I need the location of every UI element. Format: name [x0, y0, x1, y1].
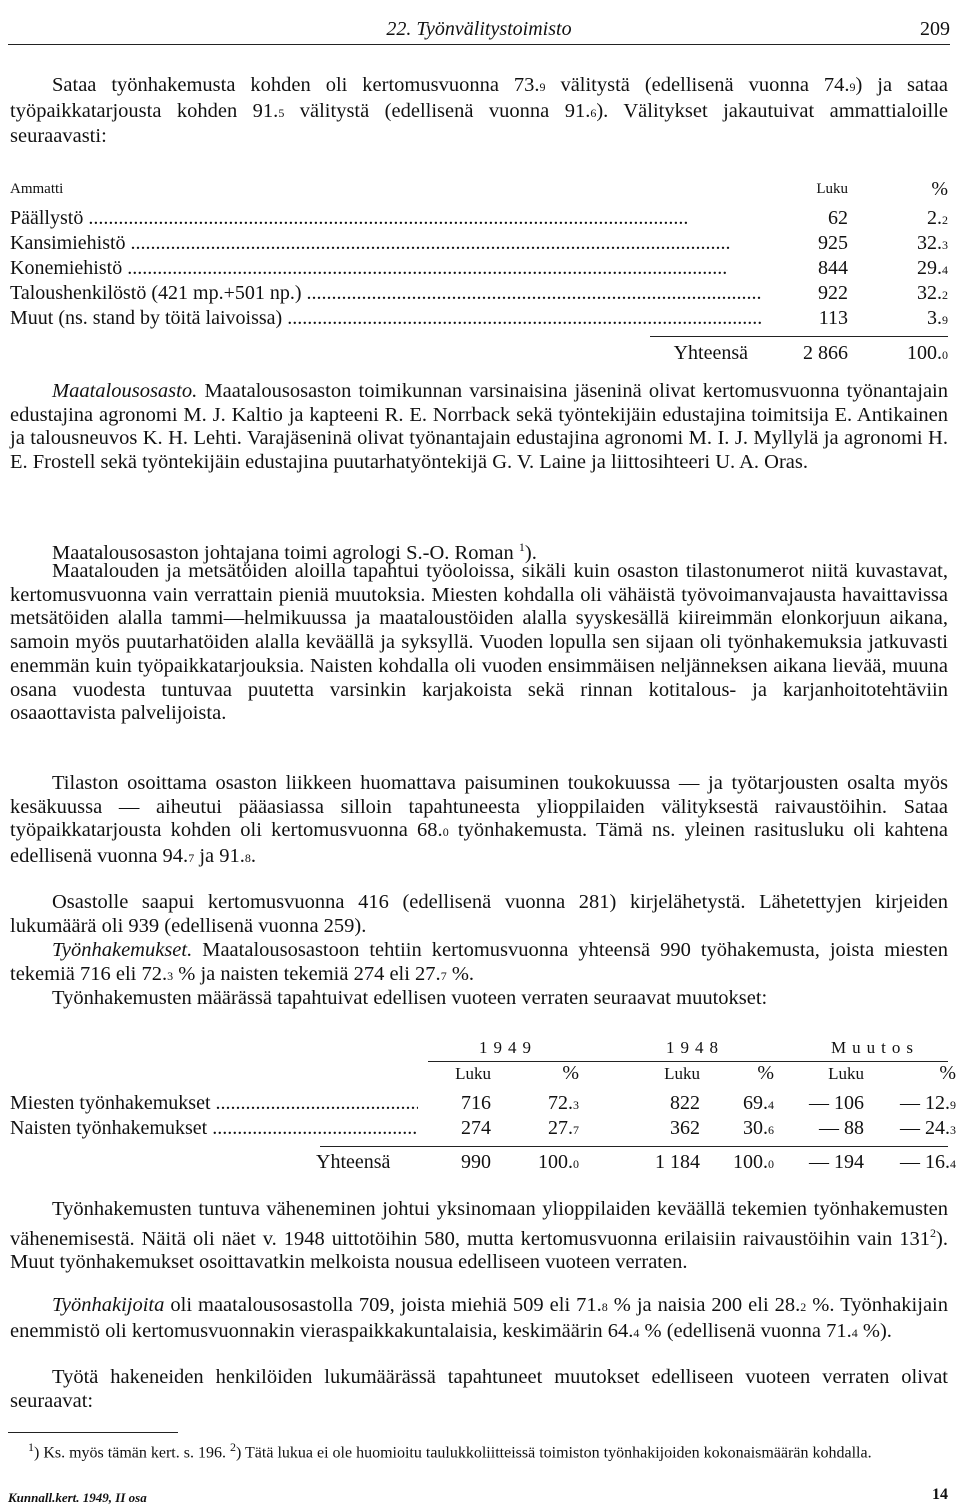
page-number: 209 — [920, 18, 950, 40]
signature-number: 14 — [932, 1486, 948, 1503]
table-total-row: Yhteensä 2 866 100.0 — [673, 342, 948, 364]
column-group-1948: 1948 — [666, 1038, 724, 1057]
paragraph-maatalousosasto: Maatalousosasto. Maatalousosaston toimikunnan varsinaisina jäseninä olivat kertomusvuonna työnantajain edustajina agronomi M. J. Kaltio ja kapteeni R. E. Norrback sekä työntekijäin edustajina toimitsija E. Antikainen ja talousneuvos K. H. Lehti. Varajäseninä olivat työnantajain edustajina agronomi M. I. J. Myllylä ja agronomi H. E. Frostell sekä työntekijäin edustajina puutarhatyöntekijä G. V. Laine ja liittosihteeri U. A. Oras. — [10, 380, 948, 474]
table-sum-rule — [650, 336, 948, 337]
intro-paragraph: Sataa työnhakemusta kohden oli kertomusvuonna 73.9 välitystä (edellisenä vuonna 74.9) ja sataa työpaikkatarjousta kohden 91.5 välitystä (edellisenä vuonna 91.6). Välitykset jakautuivat ammattialoille seuraavasti: — [10, 74, 949, 148]
table-row: Muut (ns. stand by töitä laivoissa) ..... 113 3.9 — [10, 307, 948, 332]
header-rule — [8, 44, 950, 45]
footnote-rule — [8, 1432, 178, 1433]
table-subheader-row: Luku % Luku % Luku % — [455, 1062, 956, 1084]
section-heading: Työnhakijoita — [52, 1294, 165, 1316]
paragraph-johtaja: Maatalousosaston johtajana toimi agrologi S.-O. Roman $^1$). — [52, 540, 537, 564]
column-header-count: Luku — [816, 181, 848, 197]
table-row: Miesten työnhakemukset ..... 716 72.3 822 69.4 — 106 — 12.9 — [10, 1092, 948, 1117]
column-header-percent: % — [931, 178, 948, 200]
paragraph-kirjeet: Osastolle saapui kertomusvuonna 416 (edellisenä vuonna 281) kirjelähetystä. Lähetettyjen kirjeiden lukumäärä oli 939 (edellisenä vuonna 259). — [10, 891, 948, 937]
column-header-occupation: Ammatti — [10, 181, 64, 197]
table-row: Kansimiehistö ..... 925 32.3 — [10, 232, 948, 257]
table-row: Konemiehistö ..... 844 29.4 — [10, 257, 948, 282]
running-head-title: 22. Työnvälitystoimisto — [386, 18, 572, 40]
paragraph-tyonhakijat: Työnhakijoita oli maatalousosastolla 709, joista miehiä 509 eli 71.8 % ja naisia 200 eli 28.2 %. Työnhakijain enemmistö oli kertomusvuonnakin vieraspaikkakuntalaisia, keskimäärin 64.4 % (edellisenä vuonna 71.4 %). — [10, 1294, 948, 1342]
table-row: Naisten työnhakemukset ..... 274 27.7 362 30.6 — 88 — 24.3 — [10, 1117, 948, 1142]
paragraph-maara: Työnhakemusten määrässä tapahtuivat edellisen vuoteen verraten seuraavat muutokset: — [52, 987, 768, 1009]
paragraph-tyonhakemukset: Työnhakemukset. Maatalousosastoon tehtiin kertomusvuonna yhteensä 990 työhakemusta, joista miesten tekemiä 716 eli 72.3 % ja naisten tekemiä 274 eli 27.7 %. — [10, 939, 948, 985]
section-heading: Työnhakemukset. — [52, 939, 193, 961]
column-group-muutos: Muutos — [831, 1038, 919, 1057]
table-row: Päällystö ..... 62 2.2 — [10, 207, 948, 232]
paragraph-vaheneminen: Työnhakemusten tuntuva väheneminen johtui yksinomaan ylioppilaiden keväällä tekemien työnhakemusten vähenemisestä. Näitä oli näet v. 1948 uittotöihin 580, mutta kertomusvuonna erilaisiin raivaustöihin vain $131^2$). Muut työnhakemukset osoittavatkin melkoista nousua edelliseen vuoteen verraten. — [10, 1198, 948, 1274]
paragraph-tyoolot: Maatalouden ja metsätöiden aloilla tapahtui työoloissa, sikäli kuin osaston tilastonumerot niitä kuvastavat, kertomusvuonna vain verrattain pieniä muutoksia. Miesten kohdalla oli vähäistä työvoimanvajausta havaittavissa metsätöiden alalla tammi—helmikuussa ja maataloustöiden alalla syyskesällä kiireimmän elonkorjuun aikana, samoin myös puutarhatöiden alalla keväällä ja syksyllä. Vuoden lopulla sen sijaan oli työnhakemuksia jatkuvasti enemmän kuin työpaikkatarjouksia. Naisten kohdalla oli vuoden ensimmäisen neljänneksen aikana lievää, muuna osana vuodesta tuntuvaa puutetta varsinkin karjakoista sekä rinnan kotitalous- ja karjanhoitotehtäviin osaaottavista palvelijoista. — [10, 560, 948, 725]
table-sum-rule — [320, 1146, 948, 1147]
section-heading: Maatalousosasto. — [52, 380, 198, 402]
paragraph-lopuksi: Työtä hakeneiden henkilöiden lukumäärässä tapahtuneet muutokset edelliseen vuoteen verraten olivat seuraavat: — [10, 1366, 948, 1412]
footnotes: $^1$) Ks. myös tämän kert. s. 196. $^2$) Tätä lukua ei ole huomioitu taulukkoliitteissä toimiston työnhakijoiden kokonaismäärän kohdalla. — [28, 1440, 872, 1462]
table-row: Taloushenkilöstö (421 mp.+501 np.) ..... 922 32.2 — [10, 282, 948, 307]
table-total-row: Yhteensä 990 100.0 1 184 100.0 — 194 — 16.4 — [316, 1151, 956, 1173]
publication-footer: Kunnall.kert. 1949, II osa — [8, 1490, 147, 1505]
paragraph-tilasto: Tilaston osoittama osaston liikkeen huomattava paisuminen toukokuussa — ja työtarjousten osalta myös kesäkuussa — aiheutui pääasiassa silloin tapahtuneesta ylioppilaiden välityksestä raivaustöihin. Sataa työpaikkatarjousta kohden oli kertomusvuonna 68.0 työnhakemusta. Tämä ns. yleinen rasitusluku oli kahtena edellisenä vuonna 94.7 ja 91.8. — [10, 772, 949, 868]
column-group-1949: 1949 — [479, 1038, 537, 1057]
table-header-row — [10, 178, 948, 203]
